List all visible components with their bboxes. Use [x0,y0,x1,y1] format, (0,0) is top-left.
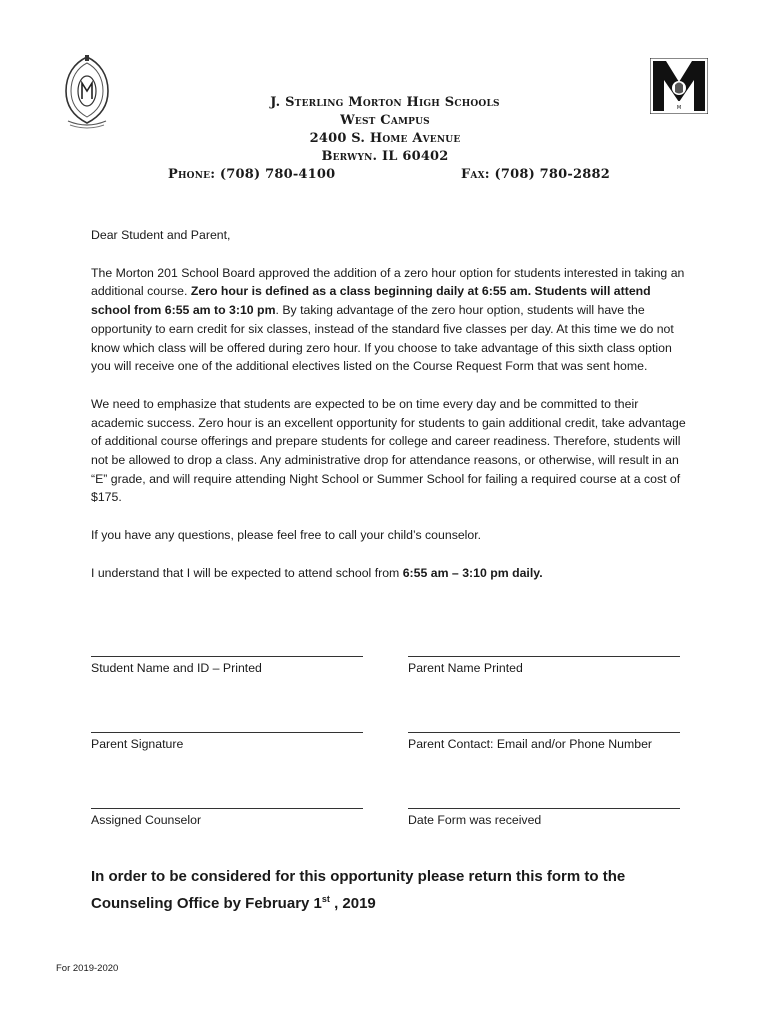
paragraph-1-text-end: . By taking advantage of the zero hour option, students will have the opportunity to earn credit for six classes, instead of the standard five classes per day. At this time we do not know which class will be offered during zero hour. If you choose to take advantage of this sixth class option you will receive one of the additional electives listed on the Course Request Form that was sent home. [91,303,674,374]
date-superscript: st [321,894,330,904]
fax-number: Fax: (708) 780-2882 [461,167,610,182]
footer-note: For 2019-2020 [56,963,119,974]
street-address: 2400 S. Home Avenue [309,131,461,146]
date-received-line[interactable]: Date Form was received [408,808,680,827]
contact-row [150,166,620,184]
acknowledgement-hours: 6:55 am – 3:10 pm daily. [402,565,543,580]
student-name-line[interactable]: Student Name and ID – Printed [91,656,363,675]
paragraph-expectations: We need to emphasize that students are expected to be on time every day and be committed to their academic success. Zero hour is an excellent opportunity for students to gain additional credit, take advantage of additional course offerings and prepare students for college and career readiness. Therefore, students will not be allowed to drop a class. Any administrative drop for attendance reasons, or otherwise, will result in an “E” grade, and will require attending Night School or Summer School for failing a required course at a cost of $175. [91,396,686,505]
paragraph-zero-hour [91,264,691,376]
letterhead [150,94,620,184]
letter-body [91,226,691,602]
logo-letter: M [676,105,682,111]
campus-name: West Campus [340,113,430,128]
parent-contact-line[interactable]: Parent Contact: Email and/or Phone Number [408,732,680,751]
school-seal-icon [62,55,112,131]
school-name: J. Sterling Morton High Schools [270,95,500,110]
return-year: , 2019 [329,895,376,912]
parent-name-line[interactable]: Parent Name Printed [408,656,680,675]
paragraph-1-text: The Morton 201 School Board approved the addition of a zero hour option for students interested in taking an additional course. [91,265,685,299]
salutation: Dear Student and Parent, [91,228,231,242]
paragraph-1-bold: Zero hour is defined as a class beginning daily at 6:55 am. Students will attend school from 6:55 am to 3:10 pm [91,284,651,318]
return-instructions [91,866,691,915]
return-instructions-text: In order to be considered for this opportunity please return this form to the Counseling Office by February 1 [91,868,626,912]
city-address: Berwyn. IL 60402 [321,149,449,164]
parent-signature-line[interactable]: Parent Signature [91,732,363,751]
acknowledgement-text: I understand that I will be expected to attend school from [91,565,403,580]
morton-m-logo-icon [650,58,708,114]
assigned-counselor-line[interactable]: Assigned Counselor [91,808,363,827]
paragraph-questions: If you have any questions, please feel free to call your child’s counselor. [91,528,482,543]
phone-number: Phone: (708) 780-4100 [168,167,336,182]
paragraph-acknowledgement [91,564,691,583]
